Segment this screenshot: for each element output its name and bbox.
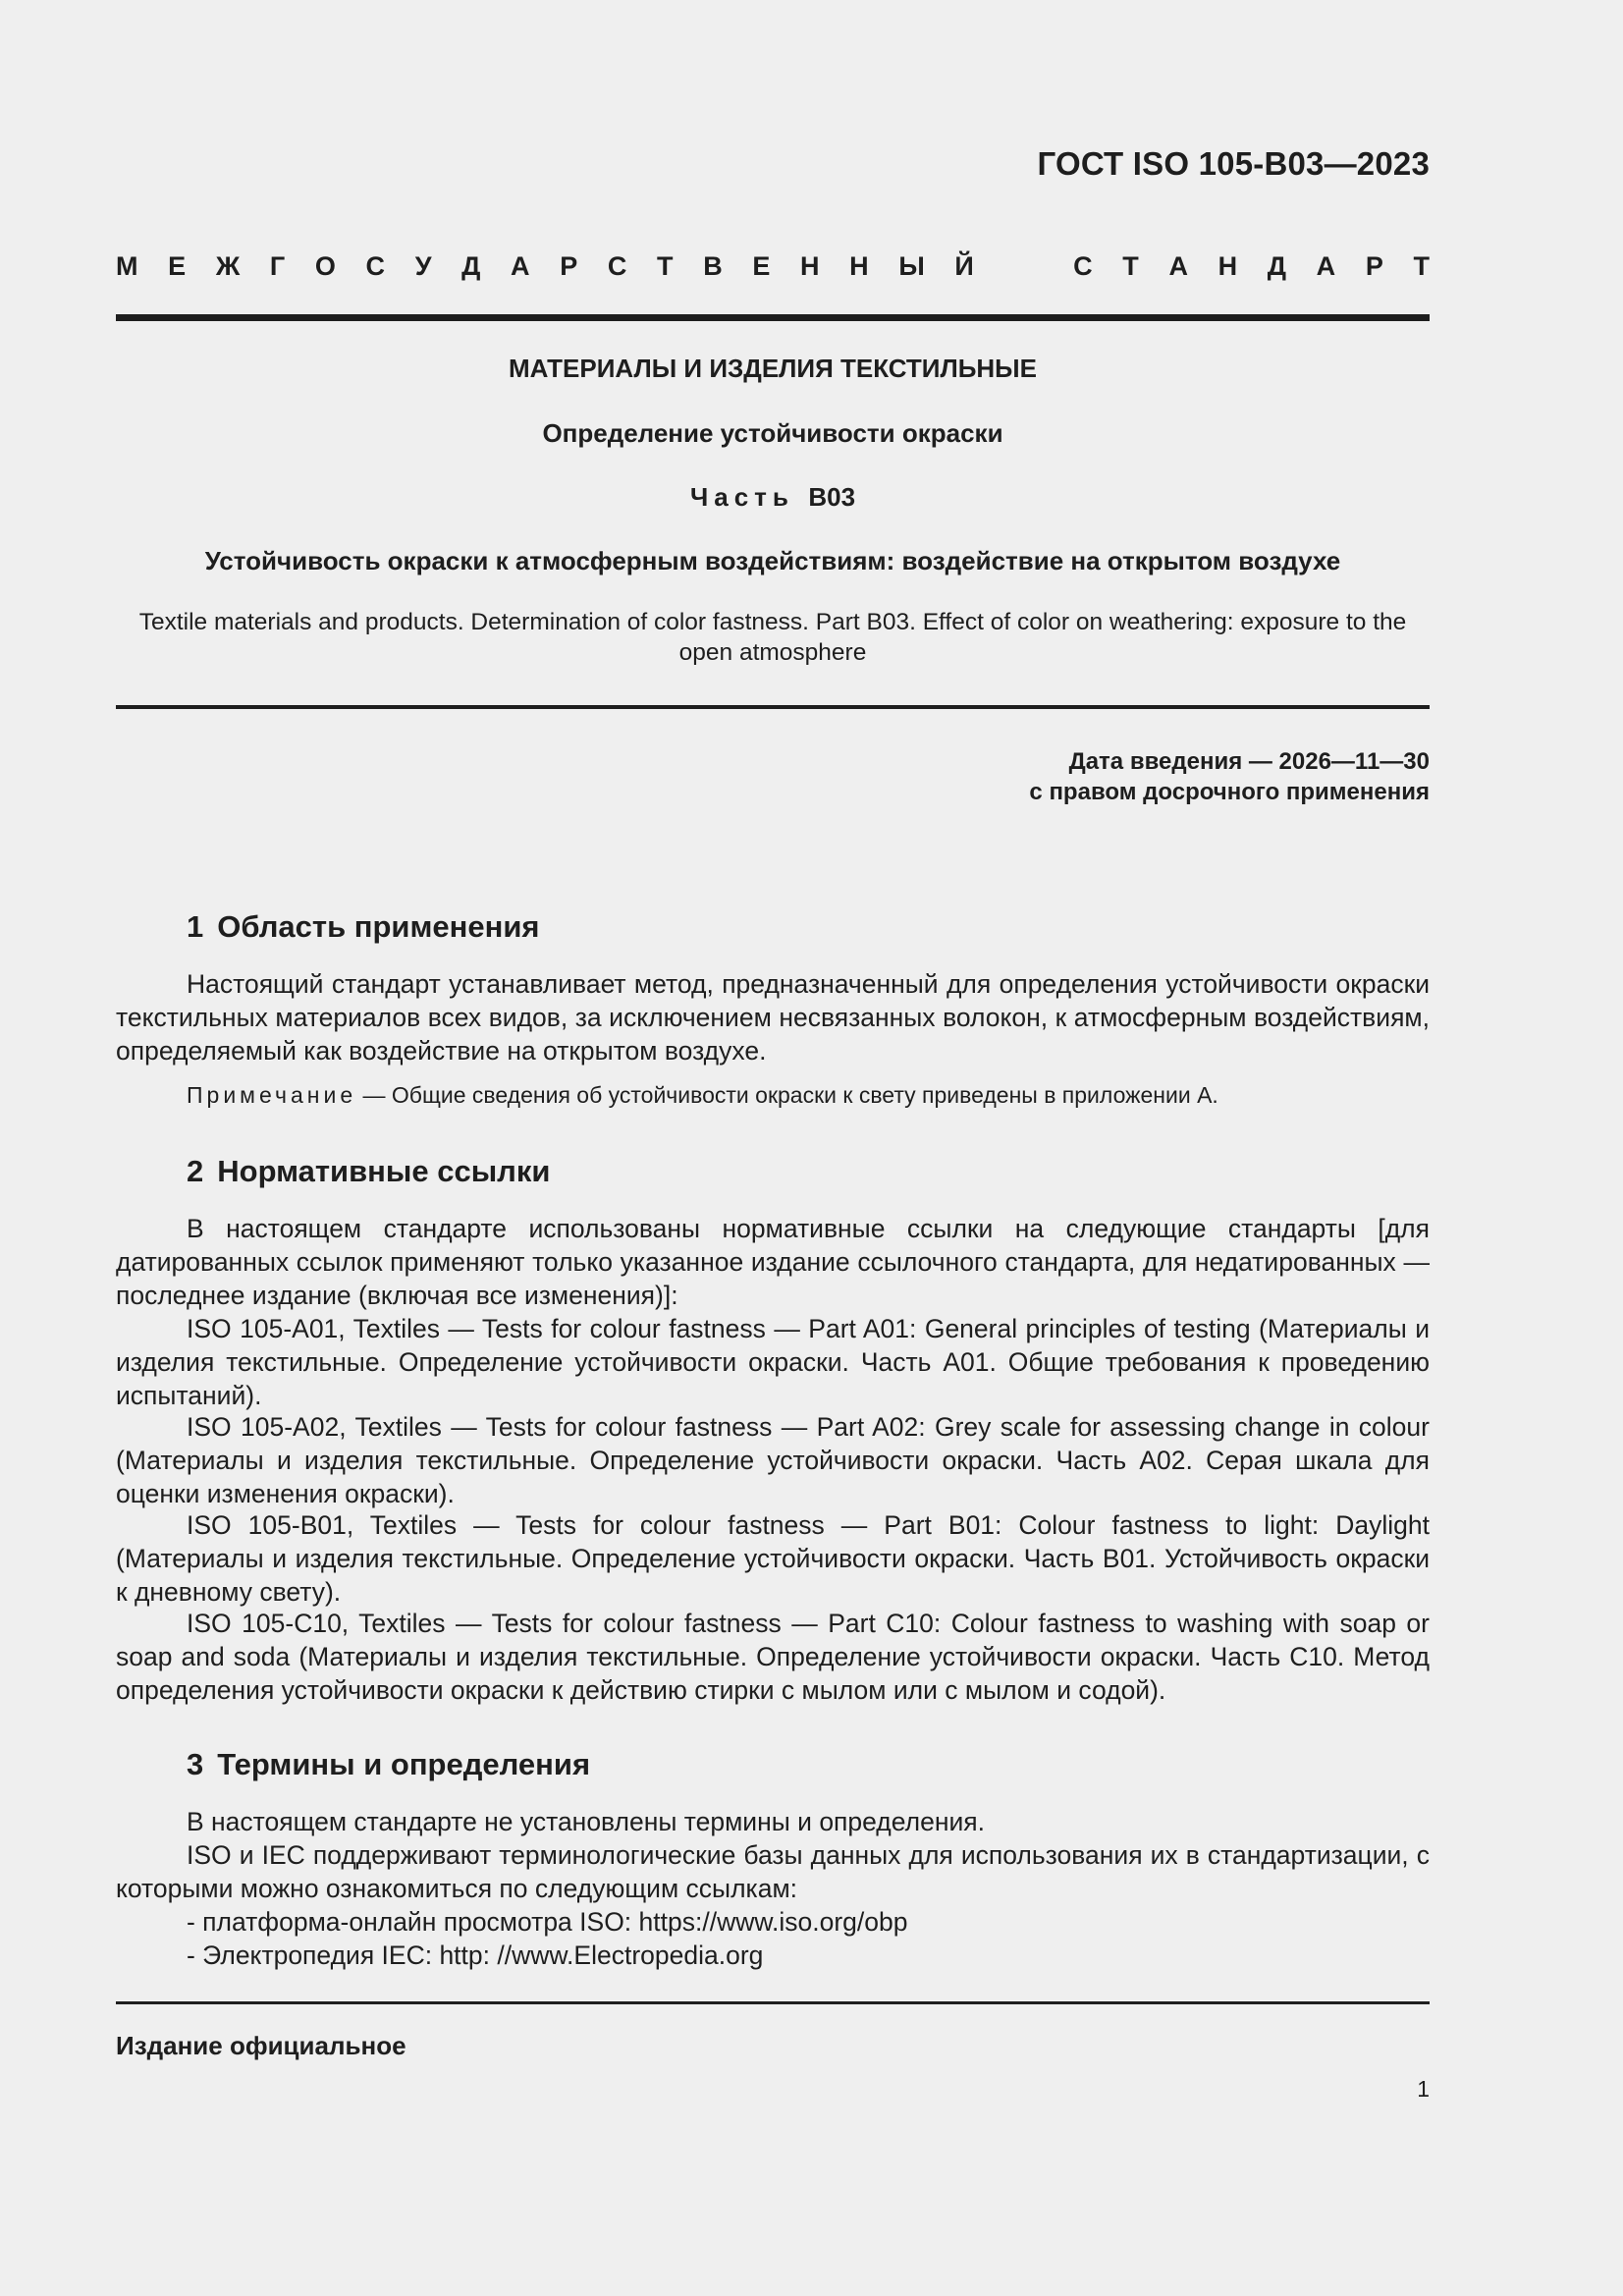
heading-letter: Е (752, 251, 771, 281)
section-title: Термины и определения (217, 1747, 591, 1781)
heading-letter: Г (269, 251, 286, 281)
section-number: 1 (187, 909, 204, 944)
heading-letter: Е (168, 251, 187, 281)
section-number: 2 (187, 1154, 204, 1188)
section-3-paragraph: В настоящем стандарте не установлены термины и определения. (187, 1807, 985, 1836)
interstate-standard-heading (116, 251, 1430, 282)
early-application-line: с правом досрочного применения (1029, 779, 1430, 805)
heading-letter: Т (1413, 251, 1430, 281)
note-text: — Общие сведения об устойчивости окраски к свету приведены в приложении А. (356, 1082, 1218, 1108)
link-list-item: - Электропедия IEC: http: //www.Electropedia.org (187, 1941, 764, 1970)
section-title: Нормативные ссылки (217, 1154, 551, 1188)
heading-letter: Р (560, 251, 578, 281)
part-code: B03 (808, 482, 856, 512)
heading-letter: С (1073, 251, 1093, 281)
introduction-date-line: Дата введения — 2026—11—30 (1068, 748, 1430, 775)
document-title: МАТЕРИАЛЫ И ИЗДЕЛИЯ ТЕКСТИЛЬНЫЕ (509, 354, 1037, 383)
heading-letter: С (365, 251, 386, 281)
normative-reference: ISO 105-A01, Textiles — Tests for colour fastness — Part A01: General principles of testing (Материалы и изделия текстильные. Определение устойчивости окраски. Часть А01. Общие требования к проведению испытаний). (116, 1314, 1430, 1410)
header-divider (116, 314, 1430, 321)
heading-letter: М (116, 251, 138, 281)
normative-reference: ISO 105-B01, Textiles — Tests for colour fastness — Part B01: Colour fastness to light: Daylight (Материалы и изделия текстильные. Определение устойчивости окраски. Часть В01. Устойчивость окраски к дневному свету). (116, 1510, 1430, 1607)
section-1-note (187, 1082, 1218, 1109)
heading-letter: А (1168, 251, 1188, 281)
document-subtitle: Определение устойчивости окраски (542, 418, 1003, 448)
heading-letter: Ж (215, 251, 241, 281)
heading-letter: В (703, 251, 723, 281)
section-title: Область применения (217, 909, 540, 944)
heading-letter: Ы (898, 251, 925, 281)
page-number: 1 (1417, 2076, 1430, 2102)
heading-letter: Д (461, 251, 481, 281)
heading-letter: Н (800, 251, 820, 281)
section-1-paragraph: Настоящий стандарт устанавливает метод, предназначенный для определения устойчивости окраски текстильных материалов всех видов, за исключением несвязанных волокон, к атмосферным воздействиям, определяемый как воздействие на открытом воздухе. (116, 969, 1430, 1066)
heading-letter: Д (1267, 251, 1287, 281)
heading-letter: С (607, 251, 627, 281)
note-label: Примечание (187, 1082, 357, 1108)
part-label (116, 482, 1430, 513)
normative-reference: ISO 105-A02, Textiles — Tests for colour fastness — Part A02: Grey scale for assessing change in colour (Материалы и изделия текстильные. Определение устойчивости окраски. Часть А02. Серая шкала для оценки изменения окраски). (116, 1412, 1430, 1508)
heading-letter: А (1316, 251, 1336, 281)
official-edition-label: Издание официальное (116, 2031, 406, 2060)
heading-letter: А (511, 251, 530, 281)
section-2-heading (187, 1154, 550, 1189)
english-title: Textile materials and products. Determination of color fastness. Part B03. Effect of color on weathering: exposure to the open atmosphere (138, 609, 1407, 666)
section-3-heading (187, 1747, 590, 1782)
link-list-item: - платформа-онлайн просмотра ISO: https://www.iso.org/obp (187, 1907, 908, 1937)
section-1-heading (187, 909, 540, 945)
document-page (116, 0, 1430, 2296)
title-divider (116, 705, 1430, 709)
part-title: Устойчивость окраски к атмосферным воздействиям: воздействие на открытом воздухе (204, 546, 1341, 575)
standard-designation: ГОСТ ISO 105-B03—2023 (1037, 145, 1430, 182)
section-2-intro: В настоящем стандарте использованы нормативные ссылки на следующие стандарты [для датированных ссылок применяют только указанное издание ссылочного стандарта, для недатированных — последнее издание (включая все изменения)]: (116, 1214, 1430, 1310)
part-word: Часть (689, 482, 794, 512)
footer-divider (116, 2001, 1430, 2004)
heading-letter: Н (849, 251, 869, 281)
heading-letter: Р (1365, 251, 1383, 281)
introduction-date (1029, 746, 1430, 807)
section-number: 3 (187, 1747, 204, 1781)
heading-letter: О (314, 251, 336, 281)
heading-letter: У (414, 251, 432, 281)
heading-letter: Т (657, 251, 674, 281)
heading-letter: Т (1122, 251, 1139, 281)
normative-reference: ISO 105-C10, Textiles — Tests for colour fastness — Part C10: Colour fastness to washing with soap or soap and soda (Материалы и изделия текстильные. Определение устойчивости окраски. Часть С10. Метод определения устойчивости окраски к действию стирки с мылом или с мылом и содой). (116, 1609, 1430, 1705)
heading-letter: Н (1217, 251, 1238, 281)
section-3-paragraph: ISO и IEC поддерживают терминологические базы данных для использования их в стандартизации, с которыми можно ознакомиться по следующим ссылкам: (116, 1840, 1430, 1903)
word-gap (1003, 251, 1043, 282)
heading-letter: Й (954, 251, 974, 281)
